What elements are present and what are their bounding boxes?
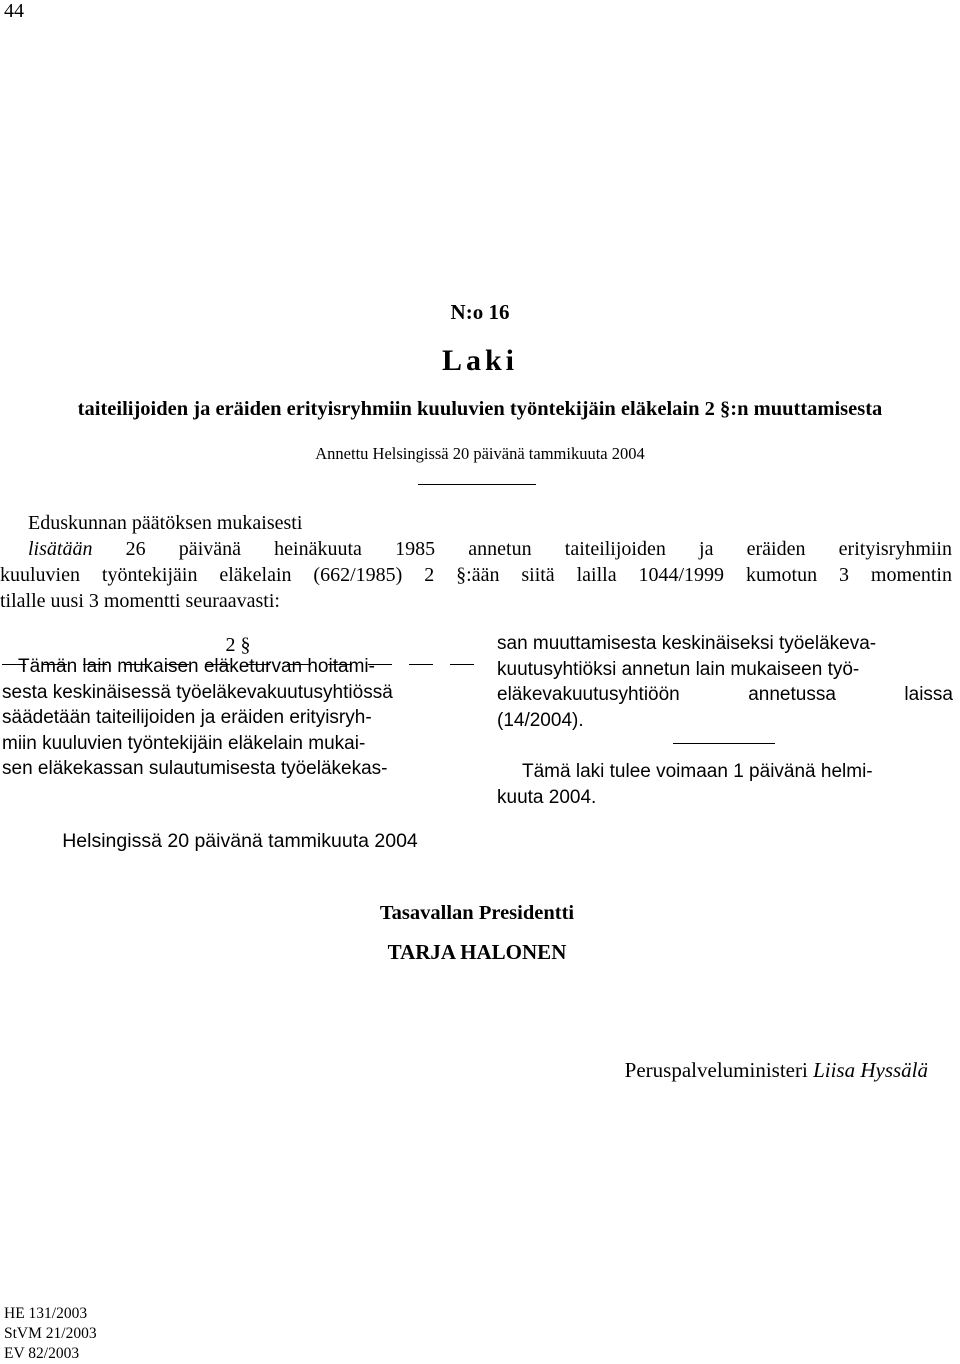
entry-line: Tämä laki tulee voimaan 1 päivänä helmi-	[522, 761, 873, 782]
given-date: Annettu Helsingissä 20 päivänä tammikuuta 2004	[315, 444, 645, 463]
law-heading: Laki	[441, 344, 519, 377]
reference: StVM 21/2003	[4, 1325, 97, 1342]
minister-name: Liisa Hyssälä	[813, 1058, 928, 1082]
reference: HE 131/2003	[4, 1305, 88, 1322]
intro-line: kuuluvien työntekijäin eläkelain (662/1985) 2 §:ään siitä lailla 1044/1999 kumotun 3 momentin	[0, 564, 952, 586]
intro-line	[0, 536, 952, 562]
section-line: Tämän lain mukaisen eläketurvan hoitami-	[18, 656, 375, 677]
signing-place-date: Helsingissä 20 päivänä tammikuuta 2004	[62, 830, 418, 852]
minister-signature	[0, 1058, 928, 1083]
president-title: Tasavallan Presidentti	[379, 902, 575, 924]
section-line: (14/2004).	[497, 709, 584, 731]
title-divider	[418, 484, 536, 485]
references	[4, 1304, 97, 1364]
president-name: TARJA HALONEN	[387, 940, 567, 964]
section-line: san muuttamisesta keskinäiseksi työeläkeva-	[497, 633, 877, 654]
intro-text: 26 päivänä heinäkuuta 1985 annetun taiteilijoiden ja eräiden erityisryhmiin	[92, 538, 952, 560]
section-line: säädetään taiteilijoiden ja eräiden erityisryh-	[2, 707, 372, 728]
section-line: eläkevakuutusyhtiöön annetussa laissa	[497, 684, 953, 705]
minister-title: Peruspalveluministeri	[624, 1058, 808, 1082]
intro-line: Eduskunnan päätöksen mukaisesti	[28, 512, 303, 534]
page-number: 44	[4, 0, 24, 22]
section-text-left	[2, 654, 476, 782]
section-mark: 2 §	[225, 634, 251, 656]
intro-paragraph	[0, 510, 952, 614]
intro-keyword: lisätään	[28, 538, 93, 560]
section-line: miin kuuluvien työntekijäin eläkelain mukai-	[2, 732, 366, 754]
reference: EV 82/2003	[4, 1345, 80, 1362]
intro-line: tilalle uusi 3 momentti seuraavasti:	[0, 590, 280, 612]
entry-line: kuuta 2004.	[497, 786, 597, 808]
section-line: kuutusyhtiöksi annetun lain mukaiseen työ-	[497, 658, 860, 680]
law-title: taiteilijoiden ja eräiden erityisryhmiin kuuluvien työntekijäin eläkelain 2 §:n muuttamisesta	[77, 398, 883, 420]
section-text-right	[497, 631, 953, 733]
section-line: sesta keskinäisessä työeläkevakuutusyhtiössä	[2, 681, 393, 703]
entry-into-force	[497, 759, 953, 810]
statute-number: N:o 16	[450, 300, 510, 324]
section-line: sen eläkekassan sulautumisesta työeläkekas-	[2, 758, 388, 779]
entry-divider	[673, 743, 775, 744]
